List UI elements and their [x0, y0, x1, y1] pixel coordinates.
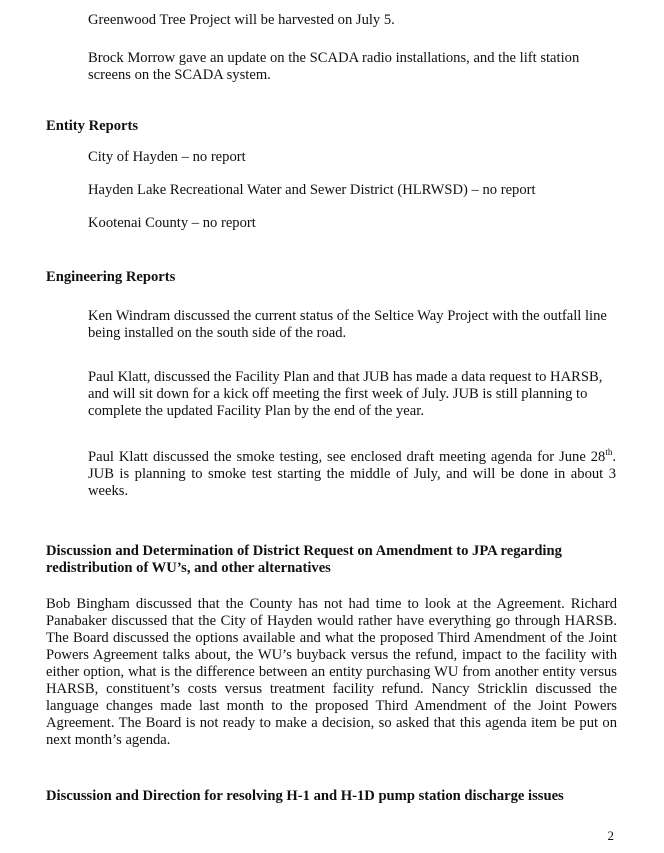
- engineering-smoke-testing: [88, 449, 616, 500]
- heading-jpa-amendment: Discussion and Determination of District Request on Amendment to JPA regarding redistribution of WU’s, and other alternatives: [46, 543, 562, 576]
- heading-entity-reports: Entity Reports: [46, 118, 139, 134]
- entity-report-hayden: City of Hayden – no report: [88, 149, 246, 165]
- paragraph-greenwood: Greenwood Tree Project will be harvested on July 5.: [88, 12, 395, 28]
- paragraph-jpa-discussion: Bob Bingham discussed that the County has not had time to look at the Agreement. Richard Panabaker discussed that the City of Hayden would rather have everything go through HARSB. The Board discussed the options available and what the proposed Third Amendment of the Joint Powers Agreement talks about, the WU’s buyback versus the refund, impact to the facility with either option, what is the difference between an entity purchasing WU from another entity versus HARSB, constituent’s costs versus treatment facility refund. Nancy Stricklin discussed the language changes made last month to the proposed Third Amendment of the Joint Powers Agreement. The Board is not ready to make a decision, so asked that this agenda item be put on next month’s agenda.: [46, 596, 617, 748]
- paragraph-scada-update: Brock Morrow gave an update on the SCADA radio installations, and the lift station screens on the SCADA system.: [88, 50, 580, 83]
- heading-pump-station: Discussion and Direction for resolving H-1 and H-1D pump station discharge issues: [46, 788, 564, 804]
- smoke-testing-text-1: Paul Klatt discussed the smoke testing, see enclosed draft meeting agenda for June 28: [88, 449, 606, 465]
- superscript-th: th: [605, 447, 613, 458]
- entity-report-hlrwsd: Hayden Lake Recreational Water and Sewer District (HLRWSD) – no report: [88, 182, 536, 198]
- engineering-facility-plan: Paul Klatt, discussed the Facility Plan and that JUB has made a data request to HARSB, and will sit down for a kick off meeting the first week of July. JUB is still planning to complete the updated Facility Plan by the end of the year.: [88, 369, 603, 419]
- entity-report-kootenai: Kootenai County – no report: [88, 215, 256, 231]
- engineering-seltice-way: Ken Windram discussed the current status of the Seltice Way Project with the outfall line being installed on the south side of the road.: [88, 308, 607, 341]
- page-number: 2: [607, 828, 614, 843]
- smoke-testing-text-2: . JUB is planning to smoke test starting the middle of July, and will be done in about 3 weeks.: [88, 449, 616, 499]
- heading-engineering-reports: Engineering Reports: [46, 269, 176, 285]
